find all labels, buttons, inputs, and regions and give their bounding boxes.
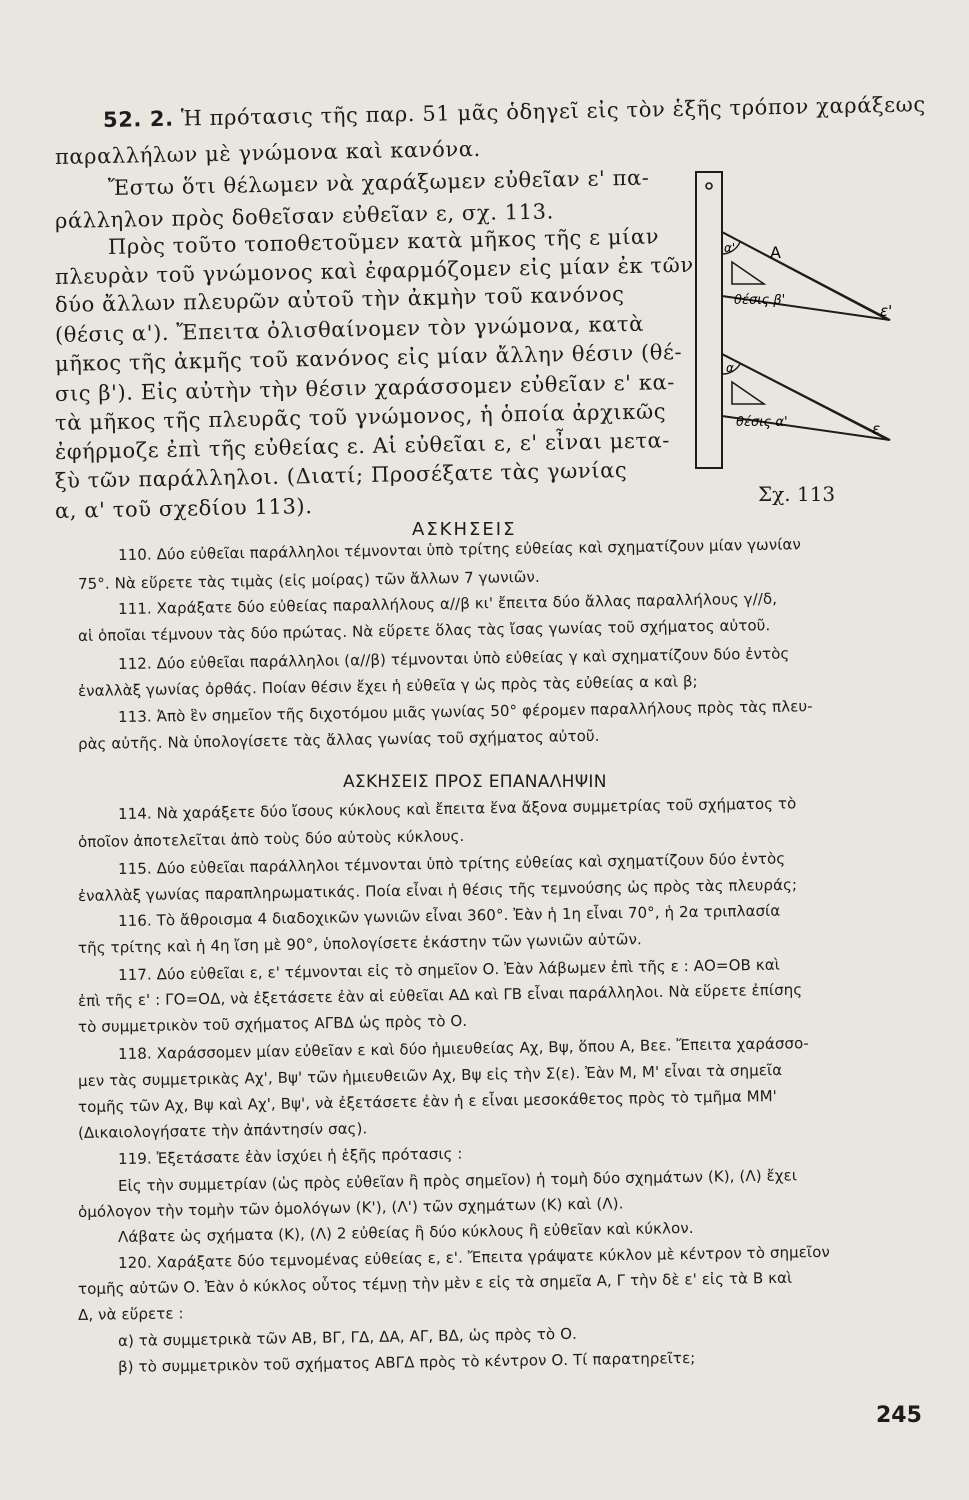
review-line-18: 120. Χαράξατε δύο τεμνομένας εὐθείας ε, ε'. Ἔπειτα γράψατε κύκλον μὲ κέντρον τὸ σημεῖον — [117, 1242, 831, 1272]
exercises-heading: ΑΣΚΗΣΕΙΣ — [412, 519, 517, 540]
review-line-10: 118. Χαράσσομεν μίαν εὐθεῖαν ε καὶ δύο ἡμιευθείας Αχ, Βψ, ὅπου Α, Βεε. Ἔπειτα χαράσσο- — [117, 1034, 810, 1063]
label-line-e-prime: ε' — [880, 302, 893, 320]
exercise-line-2: 75°. Νὰ εὕρετε τὰς τιμὰς (εἰς μοίρας) τῶν ἄλλων 7 γωνιῶν. — [77, 567, 540, 593]
review-line-19: τομῆς αὐτῶν Ο. Ἐὰν ὁ κύκλος οὗτος τέμνῃ τὴν μὲν ε εἰς τὰ σημεῖα Α, Γ τὴν δὲ ε' εἰς τὰ Β καὶ — [77, 1268, 793, 1298]
section-line-3: Ἔστω ὅτι θέλωμεν νὰ χαράξωμεν εὐθεῖαν ε' πα- — [107, 165, 650, 200]
review-line-11: μεν τὰς συμμετρικὰς Αχ', Βψ' τῶν ἡμιευθειῶν Αχ, Βψ εἰς τὴν Σ(ε). Ἐὰν Μ, Μ' εἶναι τὰ σημεῖα — [77, 1060, 783, 1090]
section-number: 52. 2. — [102, 106, 174, 132]
set-square-inner-a — [732, 382, 764, 404]
review-line-4: ἐναλλὰξ γωνίας παραπληρωματικάς. Ποία εἶναι ἡ θέσις τῆς τεμνούσης ὡς πρὸς τὰς πλευράς; — [77, 875, 798, 905]
label-line-e: ε — [872, 420, 881, 438]
review-line-16: ὁμόλογον τὴν τομὴν τῶν ὁμολόγων (Κ'), (Λ') τῶν σχημάτων (Κ) καὶ (Λ). — [77, 1194, 624, 1221]
review-line-15: Εἰς τὴν συμμετρίαν (ὡς πρὸς εὐθεῖαν ἢ πρὸς σημεῖον) ἡ τομὴ δύο σχημάτων (Κ), (Λ) ἔχει — [117, 1166, 798, 1195]
review-heading: ΑΣΚΗΣΕΙΣ ΠΡΟΣ ΕΠΑΝΑΛΗΨΙΝ — [343, 772, 607, 792]
ruler — [696, 172, 722, 468]
figure-113 — [690, 168, 915, 508]
label-position-a: θέσις α' — [736, 415, 788, 430]
review-line-12: τομῆς τῶν Αχ, Βψ καὶ Αχ', Βψ', νὰ ἐξετάσετε ἐὰν ἡ ε εἶναι μεσοκάθετος πρὸς τὸ τμῆμα ΜΜ' — [77, 1087, 778, 1116]
review-line-9: τὸ συμμετρικὸν τοῦ σχήματος ΑΓΒΔ ὡς πρὸς τὸ Ο. — [77, 1011, 468, 1036]
review-line-5: 116. Τὸ ἄθροισμα 4 διαδοχικῶν γωνιῶν εἶναι 360°. Ἐὰν ἡ 1η εἶναι 70°, ἡ 2α τριπλασία — [117, 901, 781, 930]
label-point-a: A — [770, 243, 781, 262]
exercise-line-3: 111. Χαράξατε δύο εὐθείας παραλλήλους α//β κι' ἔπειτα δύο ἄλλας παραλλήλους γ//δ, — [117, 589, 778, 618]
review-line-14: 119. Ἐξετάσατε ἐὰν ἰσχύει ἡ ἑξῆς πρότασις : — [117, 1144, 463, 1168]
section-line-8: (θέσις α'). Ἔπειτα ὀλισθαίνομεν τὸν γνώμονα, κατὰ — [54, 311, 645, 347]
label-angle-a-prime: α' — [724, 241, 736, 255]
review-line-8: ἐπὶ τῆς ε' : ΓΟ=ΟΔ, νὰ ἐξετάσετε ἐὰν αἱ εὐθεῖαι ΑΔ καὶ ΓΒ εἶναι παράλληλοι. Νὰ εὕρετε ἐπίσης — [77, 980, 803, 1010]
section-line-10: σις β'). Εἰς αὐτὴν τὴν θέσιν χαράσσομεν εὐθεῖαν ε' κα- — [54, 370, 676, 406]
exercise-line-5: 112. Δύο εὐθεῖαι παράλληλοι (α//β) τέμνονται ὑπὸ εὐθείας γ καὶ σχηματίζουν δύο ἐντὸς — [117, 644, 790, 673]
review-line-21: α) τὰ συμμετρικὰ τῶν ΑΒ, ΒΓ, ΓΔ, ΔΑ, ΑΓ, ΒΔ, ὡς πρὸς τὸ Ο. — [117, 1324, 578, 1350]
section-line-6: πλευρὰν τοῦ γνώμονος καὶ ἐφαρμόζομεν εἰς μίαν ἐκ τῶν — [54, 252, 694, 289]
section-line-4: ράλληλον πρὸς δοθεῖσαν εὐθεῖαν ε, σχ. 113. — [54, 199, 555, 233]
section-line-5: Πρὸς τοῦτο τοποθετοῦμεν κατὰ μῆκος τῆς ε μίαν — [107, 224, 660, 259]
label-position-b: θέσις β' — [734, 293, 786, 308]
section-line-14: α, α' τοῦ σχεδίου 113). — [54, 494, 313, 523]
exercise-line-8: ρὰς αὐτῆς. Νὰ ὑπολογίσετε τὰς ἄλλας γωνίας τοῦ σχήματος αὐτοῦ. — [77, 726, 600, 753]
section-line-13: ξὺ τῶν παράλληλοι. (Διατί; Προσέξατε τὰς γωνίας — [54, 458, 628, 493]
page-number: 245 — [876, 1403, 922, 1428]
review-line-17: Λάβατε ὡς σχήματα (Κ), (Λ) 2 εὐθείας ἢ δύο κύκλους ἢ εὐθεῖαν καὶ κύκλον. — [117, 1218, 694, 1246]
section-line-7: δύο ἄλλων πλευρῶν αὐτοῦ τὴν ἀκμὴν τοῦ κανόνος — [54, 282, 625, 317]
section-line-9: μῆκος τῆς ἀκμῆς τοῦ κανόνος εἰς μίαν ἄλλην θέσιν (θέ- — [54, 339, 683, 376]
exercise-line-1: 110. Δύο εὐθεῖαι παράλληλοι τέμνονται ὑπὸ τρίτης εὐθείας καὶ σχηματίζουν μίαν γωνίαν — [117, 535, 802, 564]
exercise-line-4: αἱ ὁποῖαι τέμνουν τὰς δύο πρώτας. Νὰ εὕρετε ὅλας τὰς ἴσας γωνίας τοῦ σχήματος αὐτοῦ. — [77, 616, 771, 645]
section-line-2: παραλλήλων μὲ γνώμονα καὶ κανόνα. — [54, 136, 482, 169]
review-line-1: 114. Νὰ χαράξετε δύο ἴσους κύκλους καὶ ἔπειτα ἕνα ἄξονα συμμετρίας τοῦ σχήματος τὸ — [117, 794, 797, 823]
review-line-7: 117. Δύο εὐθεῖαι ε, ε' τέμνονται εἰς τὸ σημεῖον Ο. Ἐὰν λάβωμεν ἐπὶ τῆς ε : ΑΟ=ΟΒ καὶ — [117, 955, 781, 984]
review-line-22: β) τὸ συμμετρικὸν τοῦ σχήματος ΑΒΓΔ πρὸς τὸ κέντρον Ο. Τί παρατηρεῖτε; — [117, 1348, 696, 1376]
review-line-6: τῆς τρίτης καὶ ἡ 4η ἴση μὲ 90°, ὑπολογίσετε ἑκάστην τῶν γωνιῶν αὐτῶν. — [77, 930, 642, 957]
review-line-20: Δ, νὰ εὕρετε : — [77, 1304, 184, 1324]
section-line-1-text: Ἡ πρότασις τῆς παρ. 51 μᾶς ὁδηγεῖ εἰς τὸν ἑξῆς τρόπον χαράξεως — [180, 92, 926, 131]
set-square-inner-b — [732, 262, 764, 284]
review-line-2: ὁποῖον ἀποτελεῖται ἀπὸ τοὺς δύο αὐτοὺς κύκλους. — [77, 826, 465, 851]
review-line-3: 115. Δύο εὐθεῖαι παράλληλοι τέμνονται ὑπὸ τρίτης εὐθείας καὶ σχηματίζουν δύο ἐντὸς — [117, 849, 786, 878]
exercise-line-6: ἐναλλὰξ γωνίας ὀρθάς. Ποίαν θέσιν ἔχει ἡ εὐθεῖα γ ὡς πρὸς τὰς εὐθείας α καὶ β; — [77, 672, 698, 700]
figure-caption: Σχ. 113 — [758, 482, 836, 506]
exercise-line-7: 113. Ἀπὸ ἓν σημεῖον τῆς διχοτόμου μιᾶς γωνίας 50° φέρομεν παραλλήλους πρὸς τὰς πλευ- — [117, 697, 813, 726]
ruler-hole — [706, 183, 712, 189]
review-line-13: (Δικαιολογήσατε τὴν ἀπάντησίν σας). — [77, 1119, 368, 1142]
section-line-11: τὰ μῆκος τῆς πλευρᾶς τοῦ γνώμονος, ἡ ὁποία ἀρχικῶς — [54, 399, 667, 435]
section-line-1 — [103, 92, 926, 132]
section-line-12: ἐφήρμοζε ἐπὶ τῆς εὐθείας ε. Αἱ εὐθεῖαι ε, ε' εἶναι μετα- — [54, 428, 671, 464]
label-angle-a: α — [726, 361, 734, 375]
